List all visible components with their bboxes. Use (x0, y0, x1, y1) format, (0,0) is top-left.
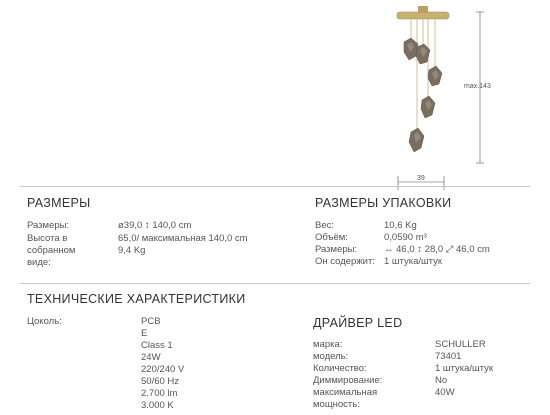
driver-value-dimming: No (435, 375, 448, 386)
driver-value-model: 73401 (435, 351, 462, 362)
driver-label-dimming: Диммирование: (313, 375, 383, 386)
driver-label-max-power-2: мощность: (313, 399, 360, 410)
technical-value-6: 2.700 lm (141, 388, 178, 399)
product-diagram (380, 0, 500, 190)
packaging-value-volume: 0,0590 m³ (384, 232, 427, 243)
technical-value-1: E (141, 328, 148, 339)
driver-label-quantity: Количество: (313, 363, 367, 374)
technical-value-5: 50/60 Hz (141, 376, 180, 387)
driver-value-max-power: 40W (435, 387, 455, 398)
dimensions-value-size: ø39,0 ↕ 140,0 cm (118, 220, 192, 231)
technical-value-2: Class 1 (141, 340, 173, 351)
technical-value-7: 3.000 K (141, 400, 174, 411)
driver-title: ДРАЙВЕР LED (313, 316, 403, 330)
packaging-value-contents: 1 штука/штук (384, 256, 443, 267)
divider-middle (20, 283, 530, 284)
technical-value-3: 24W (141, 352, 161, 363)
packaging-label-weight: Вес: (315, 220, 335, 231)
canopy-cap (418, 6, 428, 13)
dimensions-label-size: Размеры: (27, 220, 70, 231)
packaging-title: РАЗМЕРЫ УПАКОВКИ (315, 196, 452, 210)
technical-label-socket: Цоколь: (27, 316, 62, 327)
packaging-value-size: ↔ 46,0 ↕ 28,0 ⤢ 46,0 cm (384, 244, 490, 255)
height-label: max.143 (464, 83, 491, 90)
driver-label-brand: марка: (313, 339, 343, 350)
divider-top (20, 186, 530, 187)
technical-value-0: PCB (141, 316, 161, 327)
technical-title: ТЕХНИЧЕСКИЕ ХАРАКТЕРИСТИКИ (27, 292, 246, 306)
technical-value-4: 220/240 V (141, 364, 185, 375)
packaging-label-contents: Он содержит: (315, 256, 375, 267)
driver-label-max-power-1: максимальная (313, 387, 378, 398)
driver-value-brand: SCHULLER (435, 339, 486, 350)
width-label: 39 (417, 175, 425, 182)
driver-value-quantity: 1 штука/штук (435, 363, 494, 374)
dimensions-label-height-2: собранном (27, 245, 76, 256)
dimensions-value-height: 65,0/ максимальная 140,0 cm (118, 233, 248, 244)
dimensions-label-height-1: Высота в (27, 233, 68, 244)
packaging-label-size: Размеры: (315, 244, 358, 255)
packaging-value-weight: 10,6 Kg (384, 220, 417, 231)
packaging-label-volume: Объём: (315, 232, 348, 243)
dimensions-value-weight: 9,4 Kg (118, 245, 146, 256)
ceiling-canopy (397, 12, 449, 19)
driver-label-model: модель: (313, 351, 349, 362)
dimensions-label-height-3: виде: (27, 257, 51, 268)
dimensions-title: РАЗМЕРЫ (27, 196, 91, 210)
